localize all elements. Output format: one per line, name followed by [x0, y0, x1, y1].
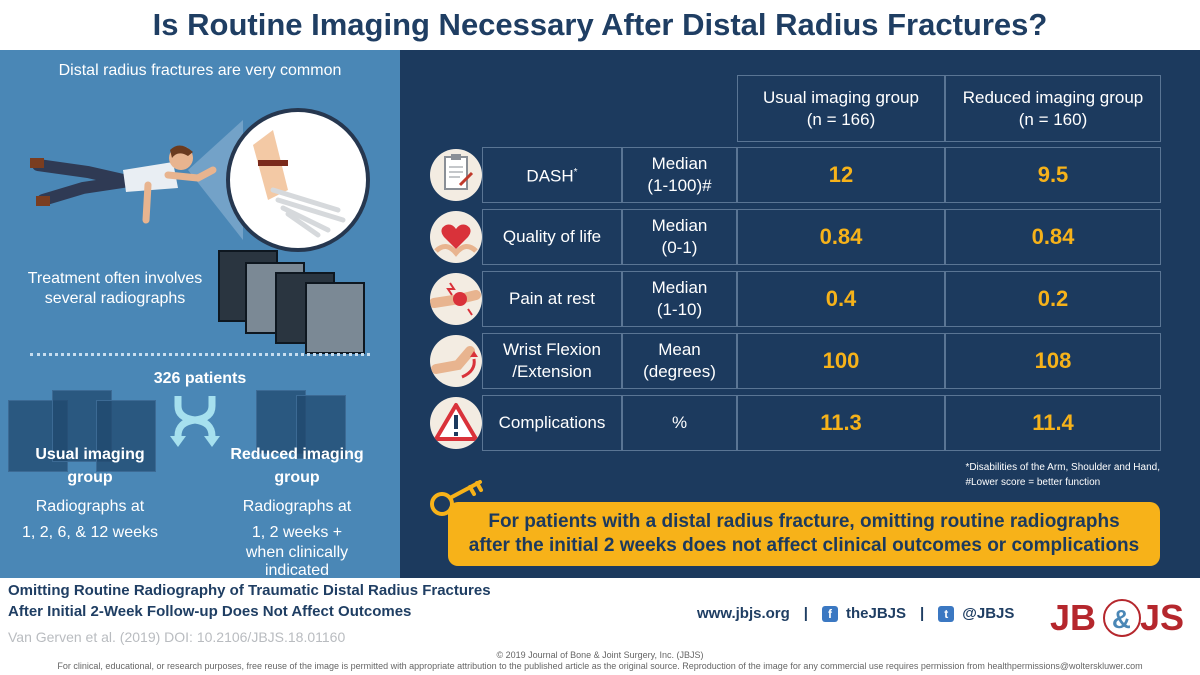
- usual-value: 100: [737, 333, 945, 389]
- reduced-schedule-1: Radiographs at: [242, 498, 352, 515]
- usual-schedule-1: Radiographs at: [35, 498, 145, 515]
- randomization-arrows-icon: [170, 392, 220, 448]
- article-title-line2: After Initial 2-Week Follow-up Does Not Affect Outcomes: [8, 603, 412, 620]
- treatment-line2: several radiographs: [44, 290, 186, 307]
- reduced-schedule-3: when clinically indicated: [245, 544, 349, 578]
- title-bar: [0, 0, 1200, 50]
- column-header-reduced-n: (n = 160): [1018, 109, 1088, 129]
- website-link[interactable]: www.jbjs.org: [697, 605, 790, 622]
- statistic-label: Median (1-10): [622, 271, 737, 327]
- svg-text:JS: JS: [1140, 597, 1185, 638]
- reduced-schedule-2: 1, 2 weeks +: [251, 524, 343, 541]
- divider: [30, 353, 370, 356]
- usual-group-title-2: group: [67, 469, 113, 486]
- reduced-value: 9.5: [945, 147, 1161, 203]
- page-title: Is Routine Imaging Necessary After Distal Radius Fractures?: [152, 7, 1048, 42]
- outcome-label: Quality of life: [482, 209, 622, 265]
- reduced-value: 0.84: [945, 209, 1161, 265]
- separator: |: [920, 605, 925, 622]
- twitter-icon[interactable]: t: [938, 606, 954, 622]
- reduced-group-title-2: group: [274, 469, 320, 486]
- column-header-reduced: [945, 75, 1161, 142]
- reduced-value: 11.4: [945, 395, 1161, 451]
- pain-arm-icon: [430, 273, 482, 325]
- outcome-label: Complications: [482, 395, 622, 451]
- warning-icon: [430, 397, 482, 449]
- column-header-reduced-label: Reduced imaging group: [962, 87, 1144, 107]
- reduced-group-title: Reduced imaging: [230, 446, 364, 463]
- twitter-link[interactable]: @JBJS: [962, 605, 1015, 622]
- treatment-line1: Treatment often involves: [27, 270, 203, 287]
- clipboard-icon: [430, 149, 482, 201]
- statistic-label: Median (1-100)#: [622, 147, 737, 203]
- copyright: © 2019 Journal of Bone & Joint Surgery, Inc. (JBJS) For clinical, educational, or research purposes, free reuse of the image is permitted with appropriate attribution to the published article as the original source. Reproduction of the image for any commercial use requires permission from healthpermissions@wolterskluwer.com: [57, 650, 1143, 671]
- footnote: *Disabilities of the Arm, Shoulder and Hand, #Lower score = better function: [965, 462, 1160, 488]
- article-reference: Van Gerven et al. (2019) DOI: 10.2106/JBJS.18.01160: [8, 629, 346, 645]
- facebook-icon[interactable]: f: [822, 606, 838, 622]
- table-row: [420, 209, 1161, 265]
- usual-value: 11.3: [737, 395, 945, 451]
- column-header-usual-n: (n = 166): [806, 109, 876, 129]
- usual-schedule-2: 1, 2, 6, & 12 weeks: [21, 524, 159, 541]
- outcome-label: Wrist Flexion /Extension: [482, 333, 622, 389]
- table-row: [420, 271, 1161, 327]
- wrist-flexion-icon: [430, 335, 482, 387]
- usual-value: 0.4: [737, 271, 945, 327]
- reduced-value: 0.2: [945, 271, 1161, 327]
- outcome-label: DASH*: [482, 147, 622, 203]
- reduced-value: 108: [945, 333, 1161, 389]
- jbjs-logo: [1050, 592, 1190, 642]
- right-panel: [400, 50, 1200, 578]
- separator: |: [803, 605, 808, 622]
- falling-person-illustration: [28, 100, 388, 265]
- social-links: [697, 605, 1014, 622]
- article-title-line1: Omitting Routine Radiography of Traumatic Distal Radius Fractures: [8, 582, 491, 599]
- intro-text: Distal radius fractures are very common: [58, 62, 342, 79]
- key-finding-banner: For patients with a distal radius fracture, omitting routine radiographs after the initial 2 weeks does not affect clinical outcomes or complications: [448, 502, 1160, 566]
- column-header-usual: [737, 75, 945, 142]
- svg-text:&: &: [1112, 604, 1131, 634]
- facebook-link[interactable]: theJBJS: [846, 605, 907, 622]
- usual-value: 12: [737, 147, 945, 203]
- usual-group-title: Usual imaging: [35, 446, 145, 463]
- statistic-label: Mean (degrees): [622, 333, 737, 389]
- xray-image: [305, 282, 365, 354]
- outcome-label: Pain at rest: [482, 271, 622, 327]
- heart-hands-icon: [430, 211, 482, 263]
- patients-count: 326 patients: [153, 370, 247, 387]
- table-row: [420, 147, 1161, 203]
- svg-text:JB: JB: [1050, 597, 1097, 638]
- statistic-label: %: [622, 395, 737, 451]
- column-header-usual-label: Usual imaging group: [763, 87, 919, 107]
- left-panel: [0, 50, 400, 578]
- statistic-label: Median (0-1): [622, 209, 737, 265]
- table-row: [420, 333, 1161, 389]
- table-row: [420, 395, 1161, 451]
- usual-value: 0.84: [737, 209, 945, 265]
